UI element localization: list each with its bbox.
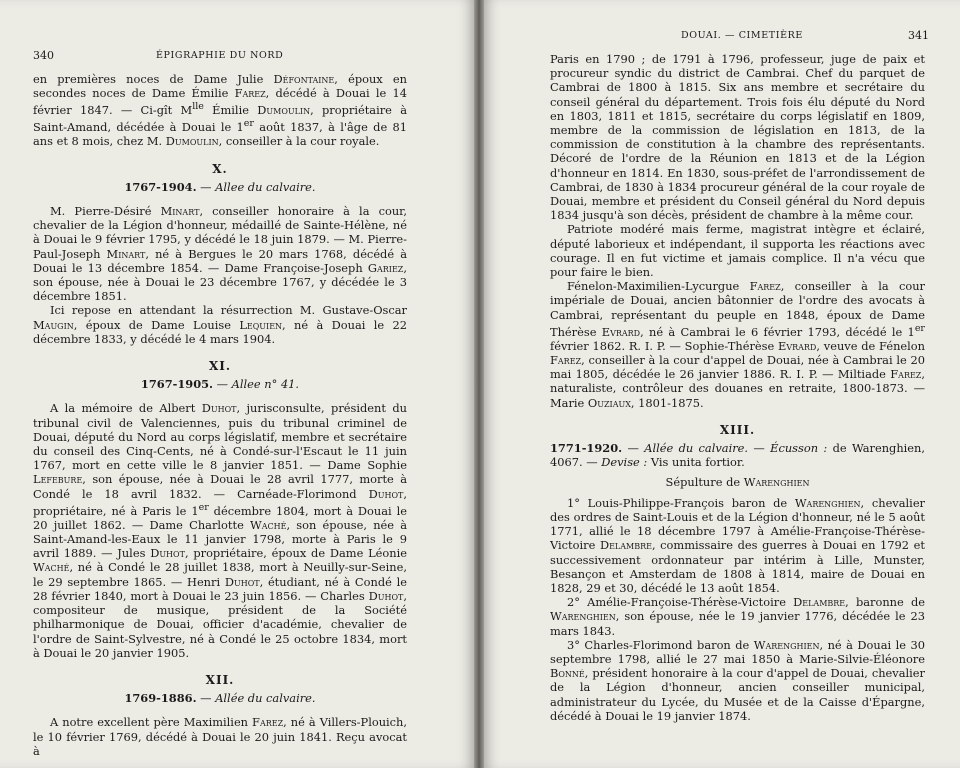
proper-name: Warenghien [550, 609, 616, 624]
proper-name: Warenghien [794, 495, 861, 510]
text-run: , né à Douai le 30 septembre 1798, allié le 27 mai 1850 à Marie-Silvie-Éléonore [550, 637, 926, 666]
text-run: , son épouse, née à Douai le 23 décembre 1767, y décédée le 3 décembre 1851. [33, 260, 407, 304]
warenghien-entry-3 [550, 638, 925, 723]
text-run: , veuve de Fénelon [816, 338, 925, 353]
text-run: , époux de Dame Louise [73, 317, 240, 332]
text-run: , né à Villers-Plouich, le 10 février 1769, décédé à Douai le 20 juin 1841. Reçu avocat à [33, 715, 408, 758]
text-run: , décédé à Douai le 14 février 1847. — Ci-gît M [33, 86, 407, 118]
text-run: , son épouse, née le 19 janvier 1776, décédée le 23 mars 1843. [550, 609, 925, 638]
text-run: , propriétaire à Saint-Amand, décédée à Douai le 1 [33, 103, 407, 135]
proper-name: Delambre [793, 595, 846, 610]
text-run: , propriétaire, époux de Dame Léonie [184, 546, 407, 561]
left-column [33, 72, 407, 758]
text-run: 3° Charles-Florimond baron de [567, 637, 754, 652]
section-x-location: Allee du calvaire. [215, 179, 316, 194]
proper-name: Dumoulin [165, 134, 219, 149]
left-page [0, 0, 474, 768]
proper-name: Duhot [201, 401, 237, 416]
text-run: A la mémoire de Albert [50, 401, 202, 416]
continuation-paragraph [550, 52, 925, 222]
text-run: , né à Condé le 28 juillet 1838, mort à Neuilly-sur-Seine, le 29 septembre 1865. — Henri [33, 560, 407, 589]
text-run: , commissaire des guerres à Douai en 1792 et successivement ordonnateur par intérim à Lille, Munster, Besançon et Amsterdam de 1808 à 1814, maire de Douai en 1828, 29 et 30, décédé le 13 août 1854. [550, 538, 925, 595]
section-x-paragraph-1 [33, 204, 407, 303]
proper-name: Minart [160, 204, 200, 219]
section-xii-numeral: XII. [205, 672, 235, 687]
text-run: , son épouse, née à Douai le 28 avril 1777, morte à Condé le 18 avril 1832. — Carnéade-Florimond [33, 472, 407, 501]
text-run: Fénelon-Maximilien-Lycurgue [567, 279, 750, 294]
text-run: , conseiller honoraire à la cour, chevalier de la Légion d'honneur, médaillé de Sainte-Hélène, né à Douai le 9 février 1795, y décédé le 18 juin 1879. — M. Pierre-Paul-Joseph [33, 204, 407, 261]
proper-name: Duhot [224, 574, 260, 589]
proper-name: Bonné [550, 666, 585, 681]
text-run: , conseiller à la cour royale. [218, 134, 380, 149]
patriote-paragraph [550, 222, 925, 279]
section-xii-date: 1769-1886. [124, 691, 197, 706]
section-xii-heading [33, 691, 407, 705]
proper-name: Farez [234, 86, 266, 101]
proper-name: Duhot [368, 486, 404, 501]
proper-name: Warenghien [753, 637, 820, 652]
right-page [484, 0, 960, 768]
proper-name: Delambre [599, 538, 652, 553]
proper-name: Lefebure [33, 472, 83, 487]
proper-name: Farez [749, 279, 781, 294]
section-xi-separator: — [213, 377, 232, 392]
text-run: , étudiant, né à Condé le 28 février 1840, mort à Douai le 23 juin 1856. — Charles [33, 574, 407, 603]
section-xi-paragraph-1 [33, 401, 407, 659]
text-run: , propriétaire, né à Paris le 1 [33, 486, 407, 518]
text-run: août 1837, à l'âge de 81 ans et 8 mois, chez M. [33, 120, 407, 149]
text-run: , époux en secondes noces de Dame Émilie [33, 72, 407, 101]
section-x-numeral: X. [212, 161, 228, 176]
section-x-date: 1767-1904. [124, 179, 197, 194]
section-xi-date: 1767-1905. [140, 377, 214, 392]
proper-name: Ouziaux [587, 395, 631, 410]
text-run: M. Pierre-Désiré [50, 204, 161, 219]
text-run: Ici repose en attendant la résurrection M. Gustave-Oscar [50, 303, 407, 318]
proper-name: Waché [33, 560, 70, 575]
section-xiii-heading: 1771-1920. — Allée du calvaire. — Écusson : de Warenghien, 4067. — Devise : Vis unita fortior. [550, 441, 926, 470]
text-run: Patriote modéré mais ferme, magistrat intègre et éclairé, député laborieux et indépendant, il supporta les réactions avec courage. Il en fut victime et jamais complice. Il n'a vécu que pour faire le bien. [550, 222, 925, 280]
right-column [550, 52, 925, 723]
superscript: er [243, 118, 254, 130]
proper-name: Farez [550, 353, 582, 368]
text-run: 1° Louis-Philippe-François baron de [567, 495, 795, 510]
text-run: Paris en 1790 ; de 1791 à 1796, professeur, juge de paix et procureur syndic du district de Cambrai. Chef du parquet de Cambrai de 1800 à 1815. Six ans membre et secrétaire du conseil général du département. Trois fois élu député du Nord en 1803, 1811 et 1815, secrétaire du corps législatif en 1809, membre de la commission de législation en 1813, de la commission de constitution à la chambre des représentants. Décoré de l'ordre de la Réunion en 1813 et de la Légion d'honneur en 1814. En 1830, sous-préfet de l'arrondissement de Cambrai, de 1830 à 1834 procureur général de la cour royale de Douai, membre et président du Conseil général du Nord depuis 1834 jusqu'à son décès, président de chambre à la même cour. [550, 52, 925, 223]
text-run: , naturaliste, contrôleur des douanes en retraite, 1800-1873. — Marie [550, 367, 925, 410]
proper-name: Dumoulin [257, 103, 311, 118]
text-run: , né à Douai le 22 décembre 1833, y décédé le 4 mars 1904. [33, 317, 407, 346]
proper-name: Duhot [368, 588, 404, 603]
section-xii-paragraph-1 [33, 715, 407, 758]
section-x-separator: — [196, 179, 216, 194]
proper-name: Farez [890, 367, 922, 382]
section-xi-numeral: XI. [208, 359, 232, 374]
proper-name: Evrard [601, 324, 641, 339]
section-xi-location: Allee n° 41. [231, 377, 300, 392]
sepulture-prefix: Sépulture de [665, 475, 744, 490]
proper-name: Maugin [33, 317, 74, 332]
section-xiii-date: 1771-1920. [550, 441, 623, 456]
fenelon-paragraph [550, 279, 925, 410]
text-run: , né à Bergues le 20 mars 1768, décédé à Douai le 13 décembre 1854. — Dame Françoise-Joseph [33, 246, 407, 275]
proper-name: Waché [250, 517, 287, 532]
superscript: er [914, 322, 925, 334]
proper-name: Duhot [150, 546, 185, 561]
superscript: er [198, 501, 209, 513]
sepulture-heading [550, 475, 925, 489]
text-run: , compositeur de musique, président de la Société philharmonique de Douai, officier d'académie, chevalier de l'ordre de Saint-Sylvestre, né à Condé le 25 octobre 1834, mort à Douai le 20 janvier 1905. [33, 588, 407, 660]
proper-name: Farez [252, 715, 284, 730]
text-run: Émilie [203, 103, 258, 118]
text-run: , président honoraire à la cour d'appel de Douai, chevalier de la Légion d'honneur, ancien conseiller municipal, administrateur du Lycée, du Musée et de la Caisse d'Épargne, décédé à Douai le 19 janvier 1874. [550, 666, 925, 723]
text-run: , 1801-1875. [630, 395, 704, 410]
text-run: en premières noces de Dame Julie [33, 72, 274, 86]
text-run: A notre excellent père Maximilien [50, 715, 253, 730]
text-run: 2° Amélie-Françoise-Thérèse-Victoire [567, 595, 794, 610]
devise-label: Devise : [601, 455, 648, 470]
text-run: , son épouse, née à Saint-Amand-les-Eaux le 11 janvier 1798, morte à Paris le 9 avril 1889. — Jules [33, 517, 408, 561]
proper-name: Minart [106, 246, 146, 261]
text-run: , conseiller à la cour impériale de Douai, ancien bâtonnier de l'ordre des avocats à Cambrai, représentant du peuple en 1848, époux de Dame Thérèse [550, 279, 925, 339]
section-xiii-separator: — [622, 441, 645, 456]
running-title-left: ÉPIGRAPHIE DU NORD [156, 50, 284, 61]
section-xiii-location: Allée du calvaire. [644, 441, 749, 456]
running-title-right: DOUAI. — CIMETIÈRE [681, 30, 803, 41]
ecusson-value: de Warenghien, 4067. [550, 441, 926, 470]
section-x-heading [33, 180, 407, 194]
devise-value: Vis unita fortior. [650, 455, 745, 470]
text-run: , jurisconsulte, président du tribunal civil de Valenciennes, puis du tribunal criminel de Douai, député du Nord au corps législatif, membre et secrétaire du conseil des Cinq-Cents, né à Condé-sur-l'Escaut le 11 juin 1767, mort en cette ville le 8 janvier 1851. — Dame Sophie [33, 401, 408, 473]
ecusson-label: Écusson : [770, 441, 828, 456]
sepulture-name: Warenghien [743, 475, 810, 490]
section-xii-location: Allée du calvaire. [215, 691, 316, 706]
text-run: , conseiller à la cour d'appel de Douai, née à Cambrai le 20 mai 1805, décédée le 26 janvier 1886. R. I. P. — Miltiade [550, 353, 925, 382]
text-run: , baronne de [845, 595, 925, 610]
proper-name: Lequien [239, 317, 283, 332]
warenghien-entry-2 [550, 595, 925, 638]
section-xiii-numeral: XIII. [719, 422, 756, 437]
section-x-paragraph-2 [33, 303, 407, 346]
opening-paragraph [33, 72, 407, 149]
warenghien-entry-1 [550, 496, 925, 595]
text-run: , né à Cambrai le 6 février 1793, décédé le 1 [640, 324, 915, 339]
section-xi-heading [33, 377, 407, 391]
text-run: , chevalier des ordres de Saint-Louis et de la Légion d'honneur, né le 5 août 1771, allié le 18 décembre 1797 à Amélie-Françoise-Thérèse-Victoire [550, 495, 926, 553]
section-xii-separator: — [196, 691, 216, 706]
page-number-right: 341 [908, 29, 929, 42]
superscript: lle [192, 101, 204, 113]
proper-name: Evrard [778, 338, 817, 353]
proper-name: Gariez [367, 260, 404, 275]
page-number-left: 340 [33, 49, 54, 62]
text-run: février 1862. R. I. P. — Sophie-Thérèse [550, 338, 779, 353]
proper-name: Défontaine [273, 72, 335, 86]
text-run: décembre 1804, mort à Douai le 20 juillet 1862. — Dame Charlotte [33, 503, 407, 532]
book-gutter [474, 0, 484, 768]
